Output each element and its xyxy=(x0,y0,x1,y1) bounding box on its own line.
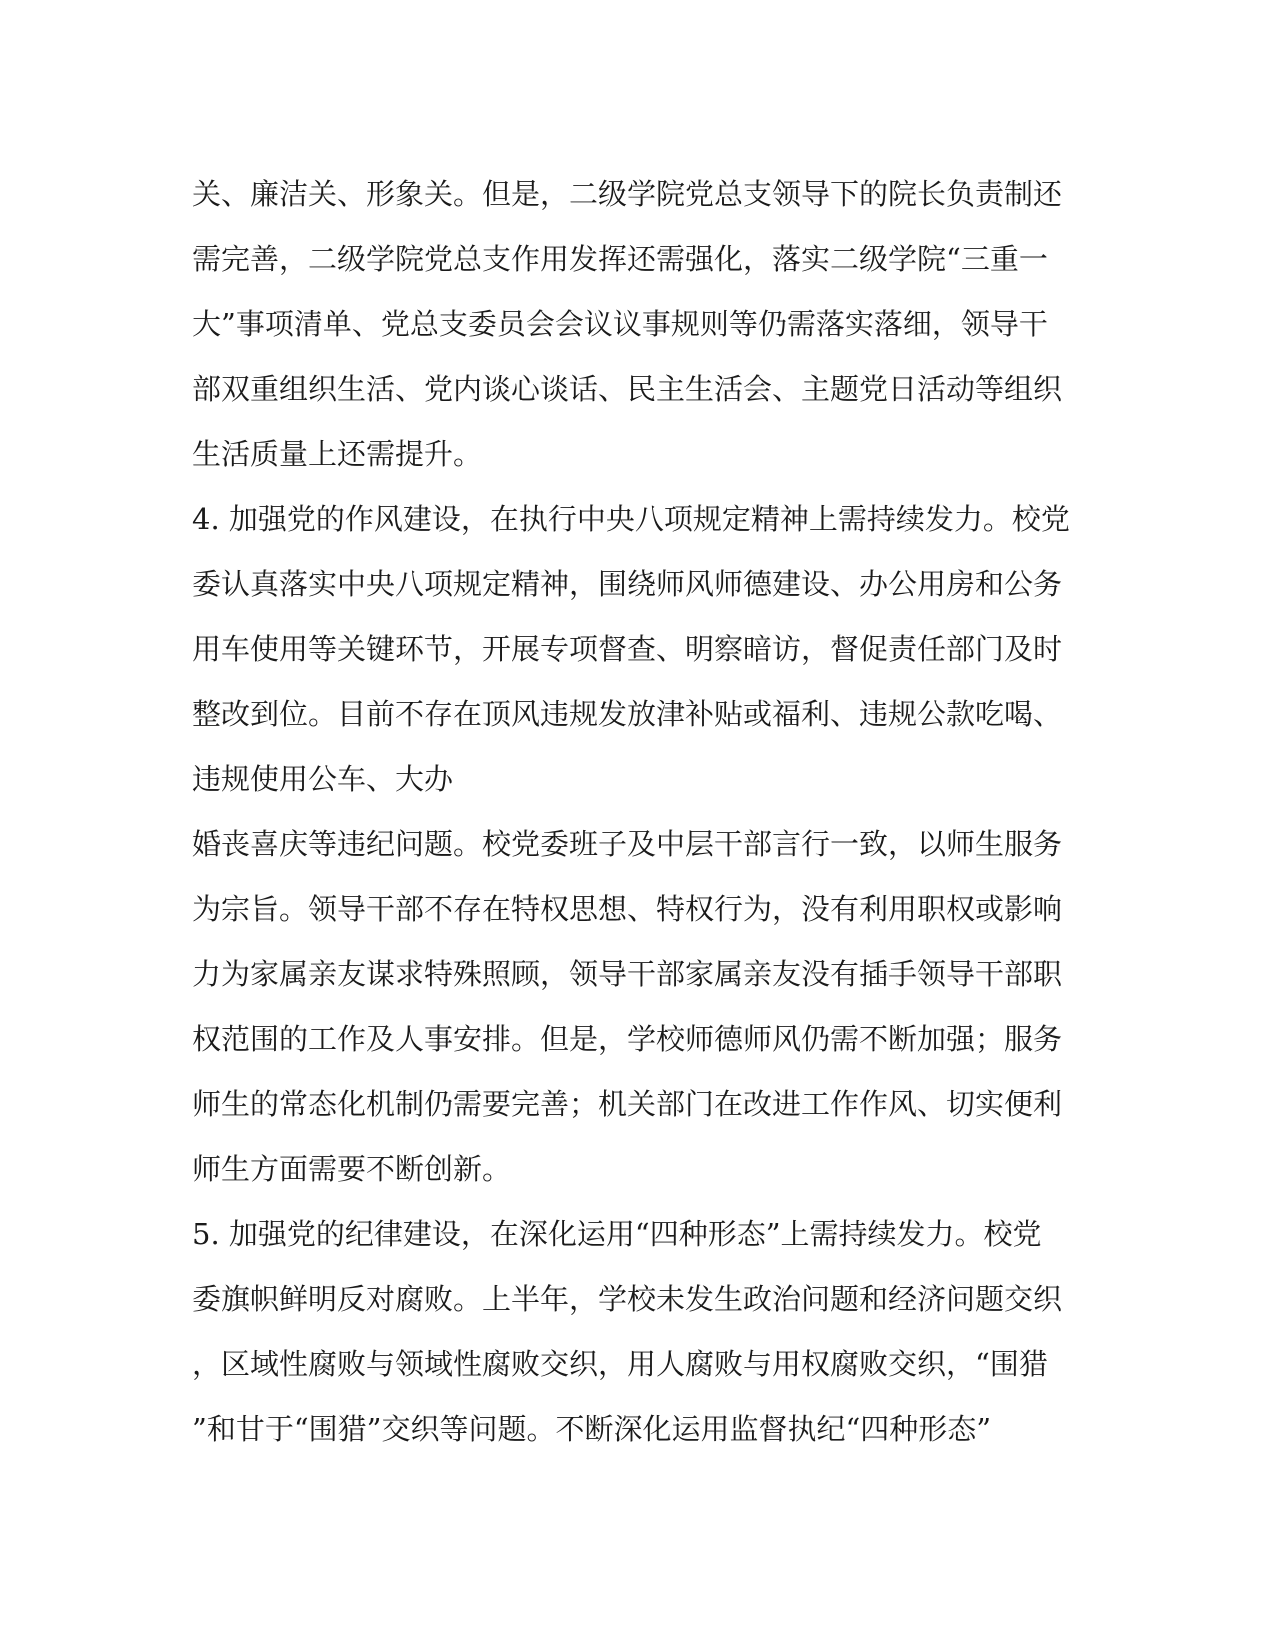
text-line: 婚丧喜庆等违纪问题。校党委班子及中层干部言行一致，以师生服务 xyxy=(192,827,1063,861)
text-line: 部双重组织生活、党内谈心谈话、民主生活会、主题党日活动等组织 xyxy=(192,372,1063,406)
text-line: 师生方面需要不断创新。 xyxy=(192,1152,512,1186)
text-line: 委旗帜鲜明反对腐败。上半年，学校未发生政治问题和经济问题交织 xyxy=(192,1282,1063,1316)
text-line: 大”事项清单、党总支委员会会议议事规则等仍需落实落细，领导干 xyxy=(192,307,1048,341)
text-line: 违规使用公车、大办 xyxy=(192,762,454,796)
text-line: 权范围的工作及人事安排。但是，学校师德师风仍需不断加强；服务 xyxy=(192,1022,1063,1056)
text-line: 用车使用等关键环节，开展专项督查、明察暗访，督促责任部门及时 xyxy=(192,632,1063,666)
text-line: 4. 加强党的作风建设，在执行中央八项规定精神上需持续发力。校党 xyxy=(192,502,1070,536)
text-line: 需完善，二级学院党总支作用发挥还需强化，落实二级学院“三重一 xyxy=(192,242,1048,276)
text-line: 整改到位。目前不存在顶风违规发放津补贴或福利、违规公款吃喝、 xyxy=(192,697,1063,731)
text-line: 生活质量上还需提升。 xyxy=(192,437,483,471)
body-text xyxy=(192,162,1072,1462)
text-line: 5. 加强党的纪律建设，在深化运用“四种形态”上需持续发力。校党 xyxy=(192,1217,1042,1251)
text-line: 师生的常态化机制仍需要完善；机关部门在改进工作作风、切实便利 xyxy=(192,1087,1063,1121)
text-line: 关、廉洁关、形象关。但是，二级学院党总支领导下的院长负责制还 xyxy=(192,177,1063,211)
text-line: ”和甘于“围猎”交织等问题。不断深化运用监督执纪“四种形态” xyxy=(192,1412,992,1446)
text-line: ，区域性腐败与领域性腐败交织，用人腐败与用权腐败交织，“围猎 xyxy=(192,1347,1048,1381)
text-line: 力为家属亲友谋求特殊照顾，领导干部家属亲友没有插手领导干部职 xyxy=(192,957,1063,991)
text-line: 委认真落实中央八项规定精神，围绕师风师德建设、办公用房和公务 xyxy=(192,567,1063,601)
text-line: 为宗旨。领导干部不存在特权思想、特权行为，没有利用职权或影响 xyxy=(192,892,1063,926)
